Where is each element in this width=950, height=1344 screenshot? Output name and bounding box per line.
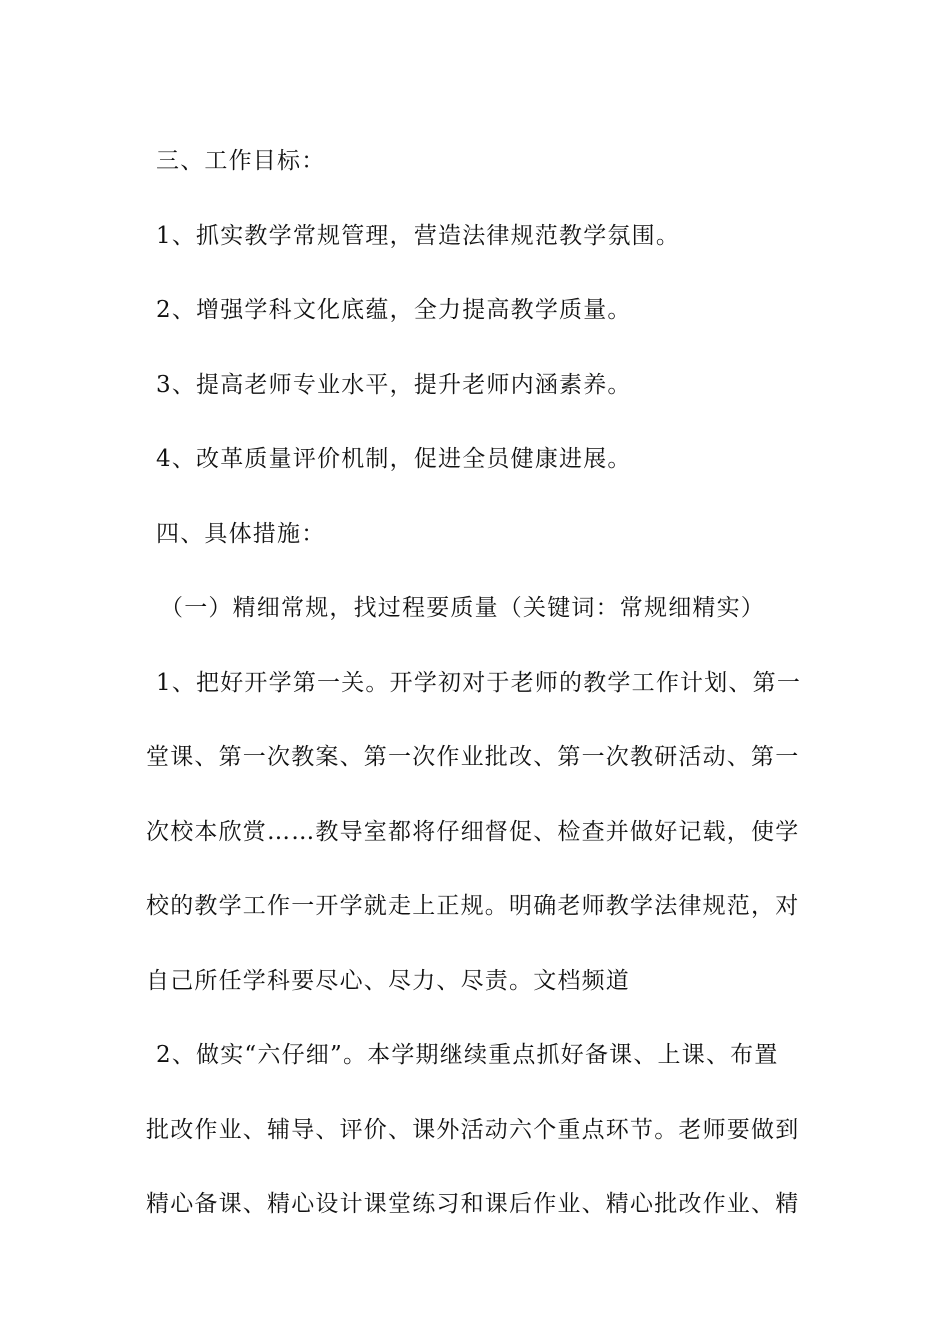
goal-item-4: 4、改革质量评价机制，促进全员健康进展。: [156, 446, 632, 472]
measure-2-paragraph: [146, 1018, 806, 1242]
goal-item-3: 3、提高老师专业水平，提升老师内涵素养。: [156, 371, 632, 398]
measure-2-line: 2、做实“六仔细”。本学期继续重点抓好备课、上课、布置: [156, 1042, 779, 1068]
measure-1-line: 堂课、第一次教案、第一次作业批改、第一次教研活动、第一: [146, 744, 800, 770]
measure-1-paragraph: [146, 646, 806, 1019]
measure-1-line: 1、把好开学第一关。开学初对于老师的教学工作计划、第一: [156, 669, 802, 696]
section3-heading: 三、工作目标：: [156, 148, 326, 174]
measure-2-line: 批改作业、辅导、评价、课外活动六个重点环节。老师要做到: [146, 1116, 800, 1143]
goal-item-2: 2、增强学科文化底蕴，全力提高教学质量。: [156, 297, 632, 323]
measure-1-line: 校的教学工作一开学就走上正规。明确老师教学法律规范，对: [146, 893, 800, 919]
subsection1-heading: （一）精细常规，找过程要质量（关键词：常规细精实）: [160, 595, 765, 621]
measure-1-line: 自己所任学科要尽心、尽力、尽责。文档频道: [146, 967, 630, 994]
document-body: [146, 124, 806, 1242]
measure-2-line: 精心备课、精心设计课堂练习和课后作业、精心批改作业、精: [146, 1191, 800, 1217]
goal-item-1: 1、抓实教学常规管理，营造法律规范教学氛围。: [156, 222, 681, 249]
section4-heading: 四、具体措施：: [156, 520, 326, 547]
measure-1-line: 次校本欣赏……教导室都将仔细督促、检查并做好记载，使学: [146, 818, 800, 845]
